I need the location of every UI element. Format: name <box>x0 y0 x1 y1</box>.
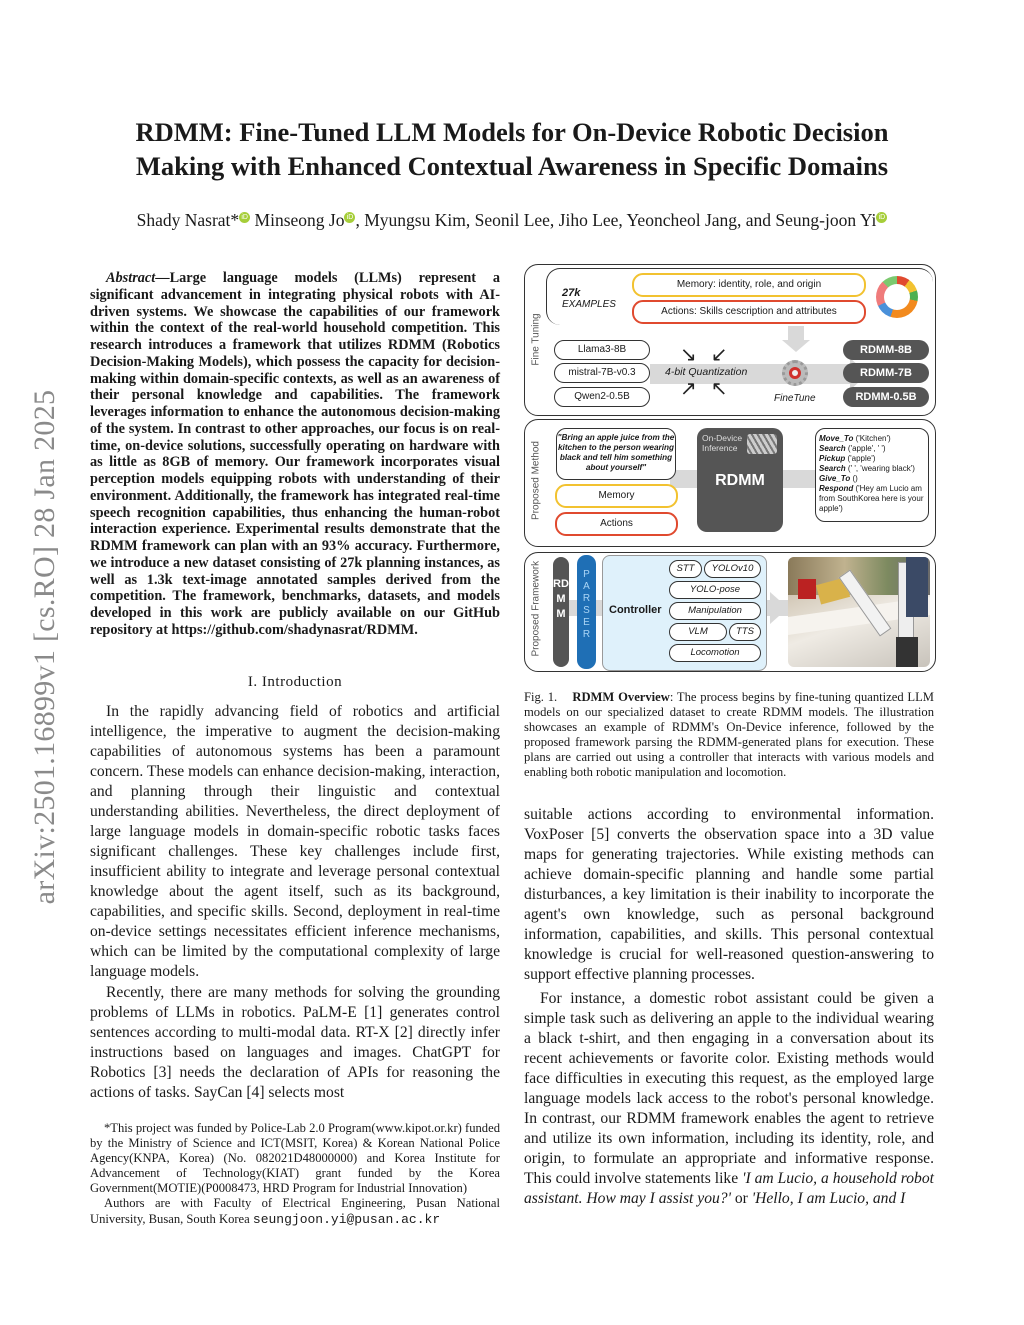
panel-label: Proposed Framework <box>530 560 542 657</box>
generated-plan <box>815 428 929 522</box>
module-yolo-pose: YOLO-pose <box>669 581 761 599</box>
caption-text: : The process begins by fine-tuning quantized LLM models on our specialized dataset to create RDMM models. The illustration showcases an example of RDMM's On-Device inference, followed by the proposed framework parsing the RDMM-generated plans for execution. These plans are carried out using a controller that interacts with various models and enabling both robotic manipulation and locomotion. <box>524 690 934 780</box>
right-column-text <box>524 805 934 1209</box>
plan-step: Pickup ('apple') <box>819 454 876 463</box>
chip-icon <box>747 434 777 454</box>
arxiv-stamp: arXiv:2501.16899v1 [cs.RO] 28 Jan 2025 <box>28 389 61 905</box>
paper-title: RDMM: Fine-Tuned LLM Models for On-Device Robotic Decision Making with Enhanced Contextual Awareness in Specific Domains <box>135 117 889 181</box>
robot-photo <box>788 557 930 667</box>
orcid-icon[interactable]: iD <box>876 212 887 223</box>
paragraph: Recently, there are many methods for solving the grounding problems of LLMs in robotics. PaLM-E [1] generates control sentences according to multi-modal data. RT-X [2] directly infer instructions based on languages and images. ChatGPT for Robotics [3] needs the declaration of APIs for reasoning the actions of tasks. SayCan [4] selects most <box>90 984 500 1101</box>
module-locomotion: Locomotion <box>669 644 761 662</box>
person-legs <box>906 557 928 617</box>
author-names: , Myungsu Kim, Seonil Lee, Jiho Lee, Yeoncheol Jang, and Seung-joon Yi <box>355 210 877 230</box>
affiliation-text: Authors are with Faculty of Electrical Engineering, Pusan National University, Busan, South Korea <box>90 1196 500 1226</box>
base-model-mistral: mistral-7B-v0.3 <box>554 363 650 383</box>
plan-step: Search ('apple', ' ') <box>819 444 886 453</box>
rdmm-model-7b: RDMM-7B <box>843 363 929 383</box>
author-list <box>80 210 944 231</box>
plan-step: Move_To ('Kitchen') <box>819 434 891 443</box>
controller-label: Controller <box>609 604 662 616</box>
abstract <box>90 270 500 639</box>
base-model-llama: Llama3-8B <box>554 340 650 360</box>
intro-text <box>90 702 500 1103</box>
orcid-icon[interactable]: iD <box>344 212 355 223</box>
arrow-down-icon <box>788 326 804 340</box>
parser-module: PARSER <box>577 555 596 669</box>
funding-note: *This project was funded by Police-Lab 2.0 Program(www.kipot.or.kr) funded by the Ministry of Science and ICT(MSIT, Korea) & Korean National Police Agency(KNPA, Korea) (No. 082021D48000000) and Korea Institute for Advancement of Technology(KIAT) grant funded by the Korea Government(MOTIE)(P0008473, HRD Program for Industrial Innovation) <box>90 1121 500 1196</box>
footnote <box>90 1121 500 1227</box>
module-manipulation: Manipulation <box>669 602 761 620</box>
quantization-label: 4-bit Quantization <box>665 366 748 378</box>
rdmm-module: RDMM <box>553 557 569 667</box>
figure-rdmm-overview <box>520 262 938 674</box>
paragraph: suitable actions according to environmental information. VoxPoser [5] converts the observation space into a 3D value maps for generating trajectories. While existing methods can achieve domain-specific planning and handle some partial disturbances, a key limitation is their inability to incorporate the agent's own knowledge, such as personal background information, capabilities, and skills. This personal contextual knowledge is crucial for well-reasoned question-answering to support effective planning processes. <box>524 806 934 983</box>
compress-arrows-icon: ↗↖ <box>680 378 742 400</box>
user-command: "Bring an apple juice from the kitchen to the person wearing black and tell him something about yourself" <box>556 428 676 480</box>
caption-title: RDMM Overview <box>572 690 670 704</box>
rdmm-model-8b: RDMM-8B <box>843 340 929 360</box>
abstract-text: —Large language models (LLMs) represent a significant advancement in integrating physical robots with AI-driven systems. We showcase the capabilities of our framework within the context of the real-world household competition. This research introduces a framework that utilizes RDMM (Robotics Decision-Making Models), which possess the capacity for decision-making within domain-specific contexts, as well as an awareness of their personal knowledge and capabilities. The framework leverages information to enhance the autonomous decision-making of the system. In contrast to other approaches, our focus is on real-time, on-device solutions, successfully operating on hardware with as little as 8GB of memory. Our framework incorporates visual perception models equipping robots with understanding of their environment. Additionally, the framework has integrated real-time speech recognition capabilities, thus enhancing the human-robot interaction experience. Experimental results demonstrate that the RDMM framework can plan with an 93% accuracy. Furthermore, we introduce a new dataset consisting of 27k planning instances, as well as 1.3k text-image annotated samples derived from the competition. The framework, benchmarks, datasets, and models developed in this work are publicly available on our GitHub repository at https://github.com/shadynasrat/RDMM. <box>90 270 500 638</box>
affiliation-note <box>90 1196 500 1226</box>
base-model-qwen: Qwen2-0.5B <box>554 387 650 407</box>
module-tts: TTS <box>729 623 761 641</box>
photo-object <box>798 579 816 599</box>
email-link[interactable]: seungjoon.yi@pusan.ac.kr <box>252 1211 441 1227</box>
arrow-down-head <box>782 340 810 352</box>
actions-description: Actions: Skills cescription and attributes <box>632 300 866 324</box>
plan-step: Give_To () <box>819 474 858 483</box>
module-stt: STT <box>669 560 702 578</box>
caption-label: Fig. 1. <box>524 690 558 704</box>
paragraph: For instance, a domestic robot assistant could be given a simple task such as delivering an apple to the individual wearing a black t-shirt, and then engaging in a conversation about its recent achievements or favorite color. Existing methods would face difficulties in executing this request, as the employed large language models lack access to the robot's personal knowledge. In contrast, our RDMM framework enables the agent to retrieve and utilize its own information, including its identity, role, and origin, to formulate an appropriate and informative response. This could involve statements like 'I am Lucio, a household robot assistant. How may I assist you?' or 'Hello, I am Lucio, and I <box>524 990 934 1207</box>
panel-label: Proposed Method <box>530 441 542 520</box>
rdmm-inference-box <box>697 428 783 532</box>
examples-count: 27k <box>562 287 581 299</box>
robot-base <box>896 637 918 667</box>
memory-description: Memory: identity, role, and origin <box>632 273 866 297</box>
dataset-donut-icon <box>876 276 918 318</box>
module-yolov10: YOLOv10 <box>704 560 761 578</box>
author-name: Minseong Jo <box>254 210 345 230</box>
rdmm-model-05b: RDMM-0.5B <box>843 387 929 407</box>
examples-label: EXAMPLES <box>562 299 616 310</box>
compress-arrows-icon: ↘↙ <box>680 344 742 366</box>
section-heading: I. Introduction <box>247 674 343 690</box>
arrow-right-icon <box>770 592 788 624</box>
rdmm-label: RDMM <box>715 472 765 489</box>
figure-caption <box>524 690 934 781</box>
paragraph: In the rapidly advancing field of robotics and artificial intelligence, the imperative to augment the decision-making capabilities of autonomous systems has been a paramount concern. These models can enhance decision-making, interaction, and planning through their linguistic and contextual understanding abilities. Nevertheless, the direct deployment of large language models in domain-specific robotic tasks faces significant challenges. These key challenges include first, insufficient ability to integrate and leverage personal contextual knowledge about the agent itself, such as its background, capabilities, and specific skills. Second, deployment in real-time on-device settings necessitates efficient inference mechanisms, which can be limited by the computational complexity of large language models. <box>90 703 500 980</box>
plan-step: Respond ('Hey am Lucio am from SouthKorea here is your apple') <box>819 484 924 513</box>
abstract-label: Abstract <box>106 270 156 286</box>
on-device-label: On-Device Inference <box>702 433 743 453</box>
finetune-label: FineTune <box>774 393 816 404</box>
memory-input: Memory <box>555 484 678 508</box>
orcid-icon[interactable]: iD <box>239 212 250 223</box>
module-vlm: VLM <box>669 623 727 641</box>
author-name: Shady Nasrat* <box>136 210 240 230</box>
actions-input: Actions <box>555 512 678 536</box>
panel-label: Fine Tuning <box>530 313 542 366</box>
gear-icon <box>782 360 808 386</box>
plan-step: Search (' ', 'wearing black') <box>819 464 915 473</box>
